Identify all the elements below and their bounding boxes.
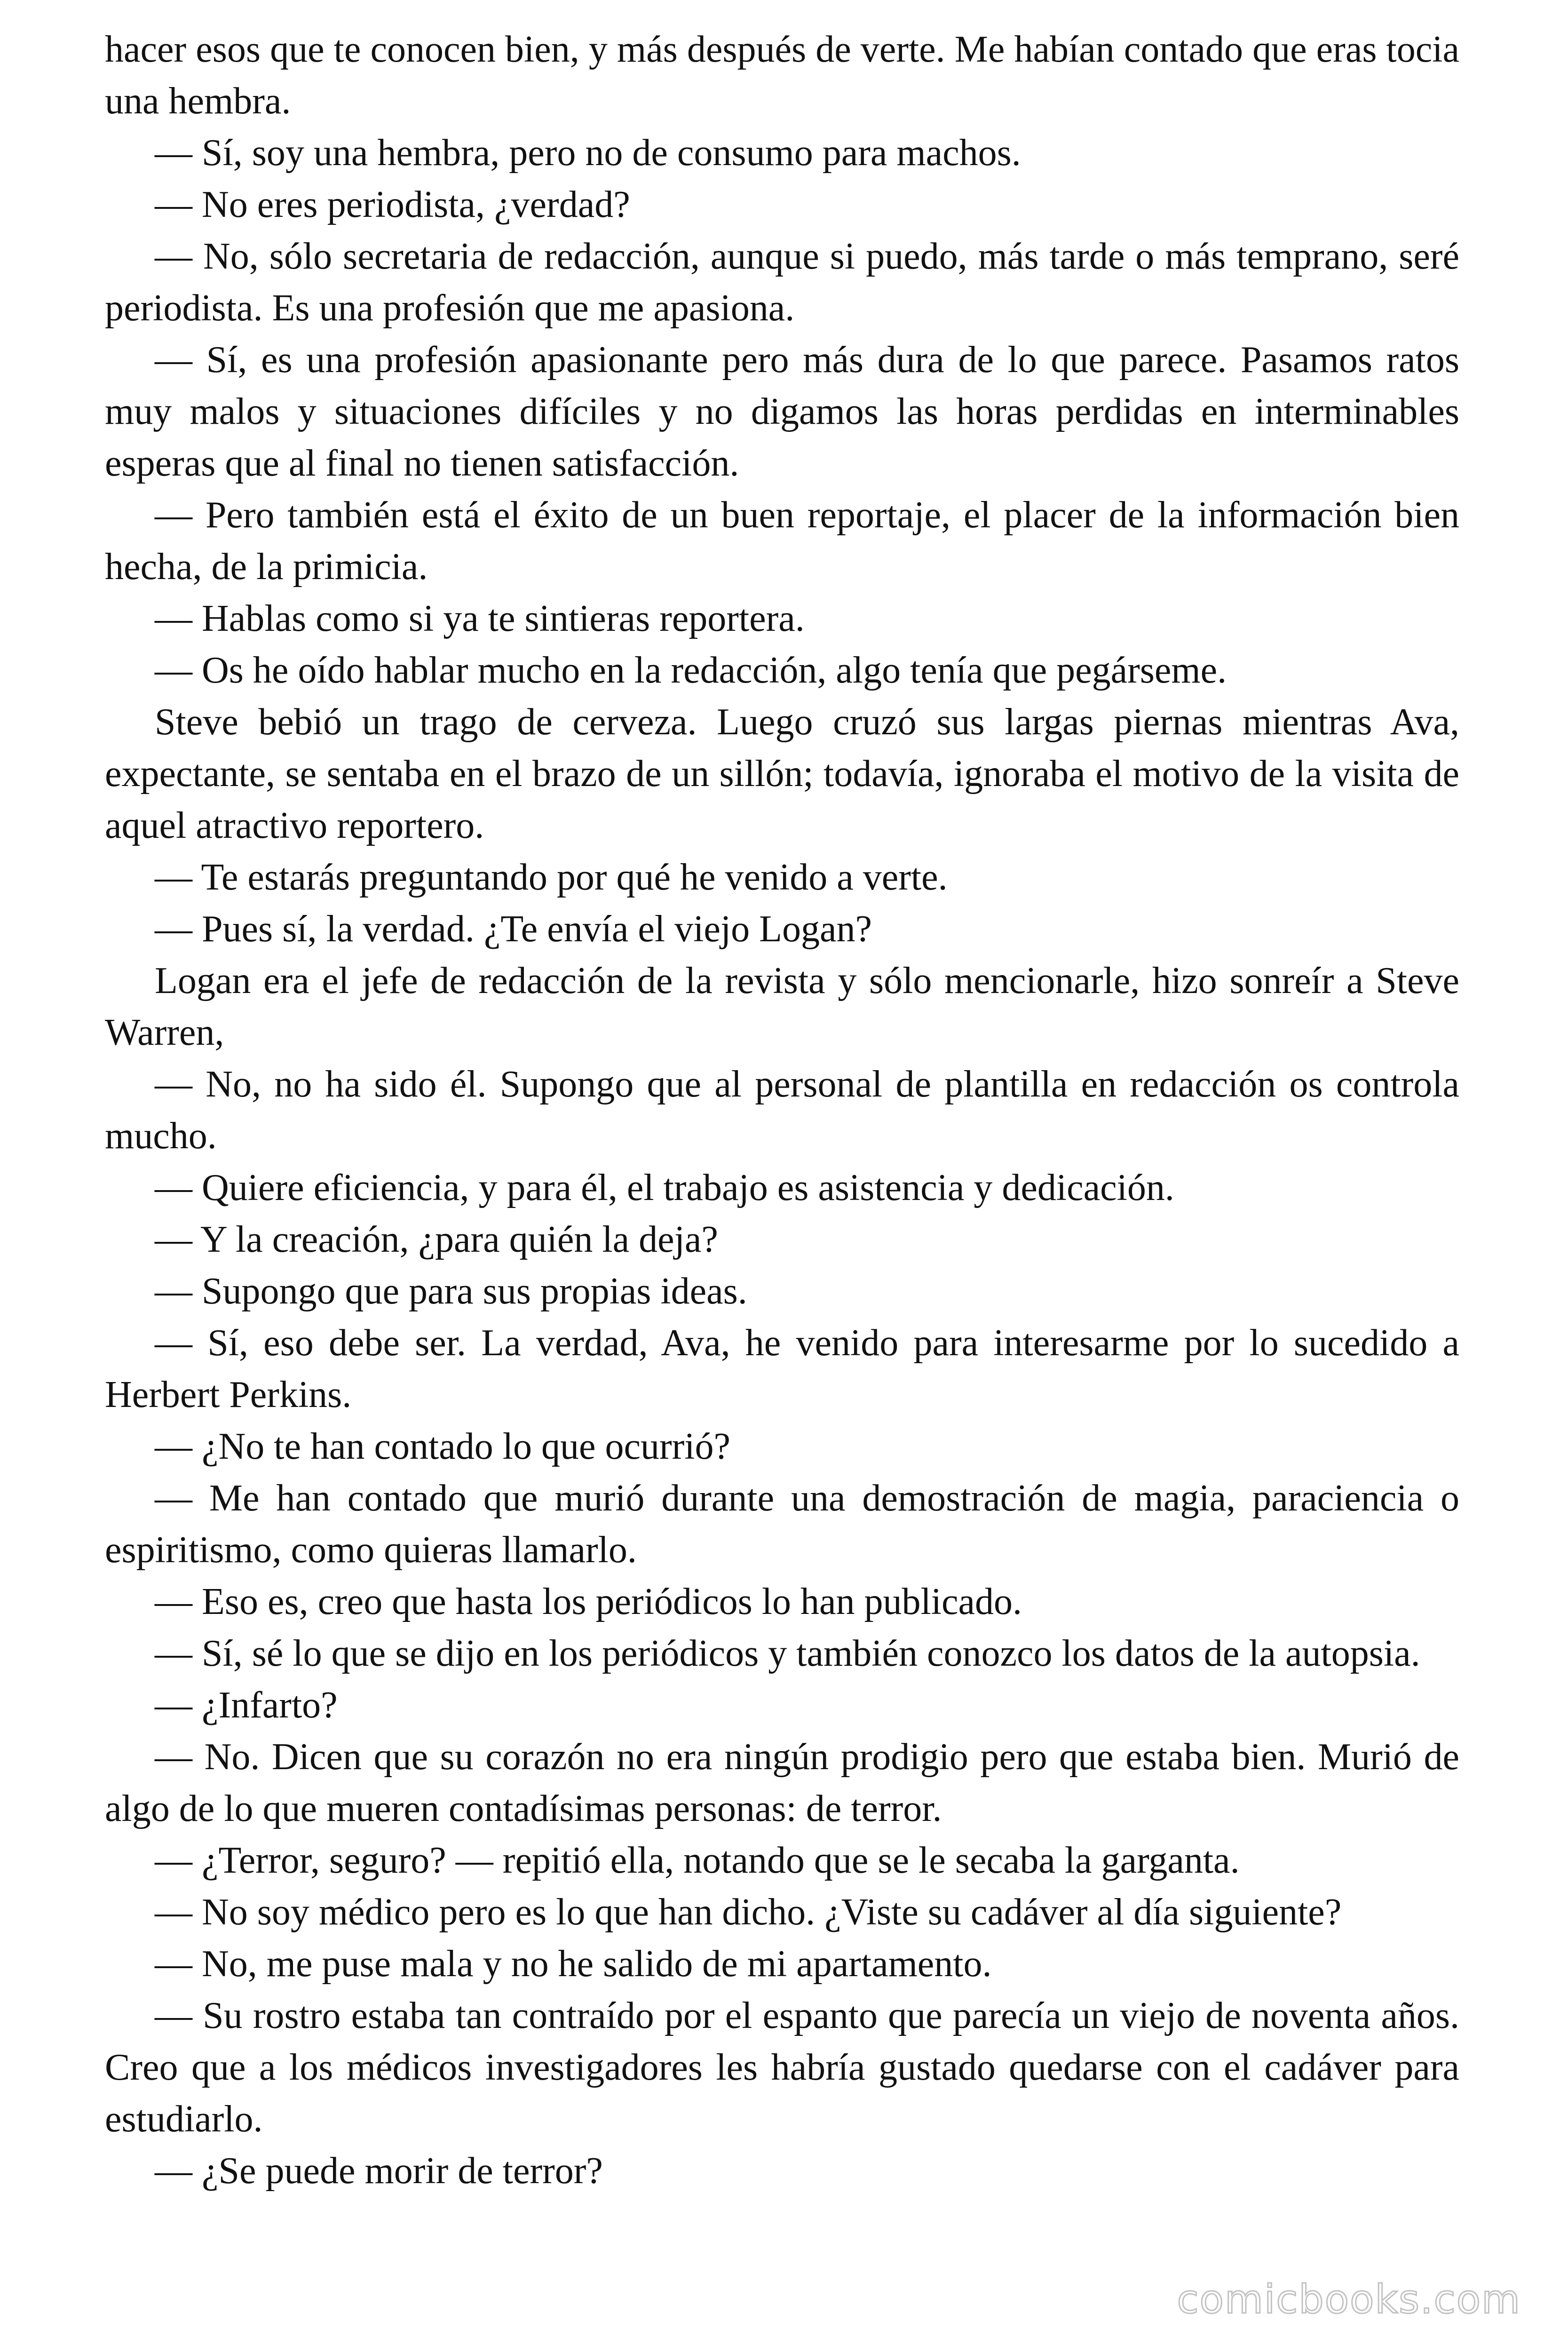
paragraph: — Sí, eso debe ser. La verdad, Ava, he venido para interesarme por lo sucedido a Herbert Perkins. [105, 1322, 1459, 1415]
paragraph: — Sí, soy una hembra, pero no de consumo para machos. [155, 132, 1021, 174]
paragraph: — No, no ha sido él. Supongo que al personal de plantilla en redacción os controla mucho. [105, 1064, 1459, 1157]
paragraph: hacer esos que te conocen bien, y más después de verte. Me habían contado que eras tocia una hembra. [105, 29, 1459, 122]
paragraph: — Pero también está el éxito de un buen reportaje, el placer de la información bien hecha, de la primicia. [105, 494, 1459, 588]
paragraph: — Hablas como si ya te sintieras reportera. [155, 598, 805, 639]
paragraph: — Os he oído hablar mucho en la redacción, algo tenía que pegárseme. [155, 650, 1227, 691]
paragraph: — ¿Infarto? [155, 1685, 338, 1726]
page-text [105, 24, 1459, 2197]
paragraph: — No soy médico pero es lo que han dicho. ¿Viste su cadáver al día siguiente? [155, 1891, 1342, 1933]
paragraph: — ¿No te han contado lo que ocurrió? [155, 1426, 731, 1467]
paragraph: Steve bebió un trago de cerveza. Luego cruzó sus largas piernas mientras Ava, expectante, se sentaba en el brazo de un sillón; todavía, ignoraba el motivo de la visita de aquel atractivo reportero. [105, 701, 1459, 846]
paragraph: — Eso es, creo que hasta los periódicos lo han publicado. [155, 1581, 1022, 1622]
paragraph: — No, me puse mala y no he salido de mi apartamento. [155, 1943, 992, 1985]
paragraph: — Te estarás preguntando por qué he venido a verte. [155, 857, 948, 898]
watermark: comicbooks.com [1177, 2276, 1521, 2322]
paragraph: — Sí, sé lo que se dijo en los periódicos y también conozco los datos de la autopsia. [155, 1633, 1420, 1674]
paragraph: — Me han contado que murió durante una demostración de magia, paraciencia o espiritismo, como quieras llamarlo. [105, 1478, 1459, 1571]
paragraph: — Supongo que para sus propias ideas. [155, 1271, 747, 1312]
paragraph: — No. Dicen que su corazón no era ningún prodigio pero que estaba bien. Murió de algo de lo que mueren contadísimas personas: de terror. [105, 1736, 1459, 1829]
paragraph: — Quiere eficiencia, y para él, el trabajo es asistencia y dedicación. [155, 1167, 1174, 1208]
paragraph: — No eres periodista, ¿verdad? [155, 184, 630, 225]
paragraph: Logan era el jefe de redacción de la revista y sólo mencionarle, hizo sonreír a Steve Warren, [105, 960, 1459, 1053]
paragraph: — No, sólo secretaria de redacción, aunque si puedo, más tarde o más temprano, seré periodista. Es una profesión que me apasiona. [105, 236, 1459, 329]
paragraph: — Pues sí, la verdad. ¿Te envía el viejo Logan? [155, 908, 872, 950]
paragraph: — Su rostro estaba tan contraído por el espanto que parecía un viejo de noventa años. Creo que a los médicos investigadores les habría gustado quedarse con el cadáver para estudiarlo. [105, 1995, 1459, 2140]
paragraph: — ¿Terror, seguro? — repitió ella, notando que se le secaba la garganta. [155, 1840, 1240, 1881]
paragraph: — ¿Se puede morir de terror? [155, 2150, 603, 2192]
paragraph: — Sí, es una profesión apasionante pero más dura de lo que parece. Pasamos ratos muy malos y situaciones difíciles y no digamos las horas perdidas en interminables esperas que al final no tienen satisfacción. [105, 339, 1459, 484]
paragraph: — Y la creación, ¿para quién la deja? [155, 1219, 718, 1260]
